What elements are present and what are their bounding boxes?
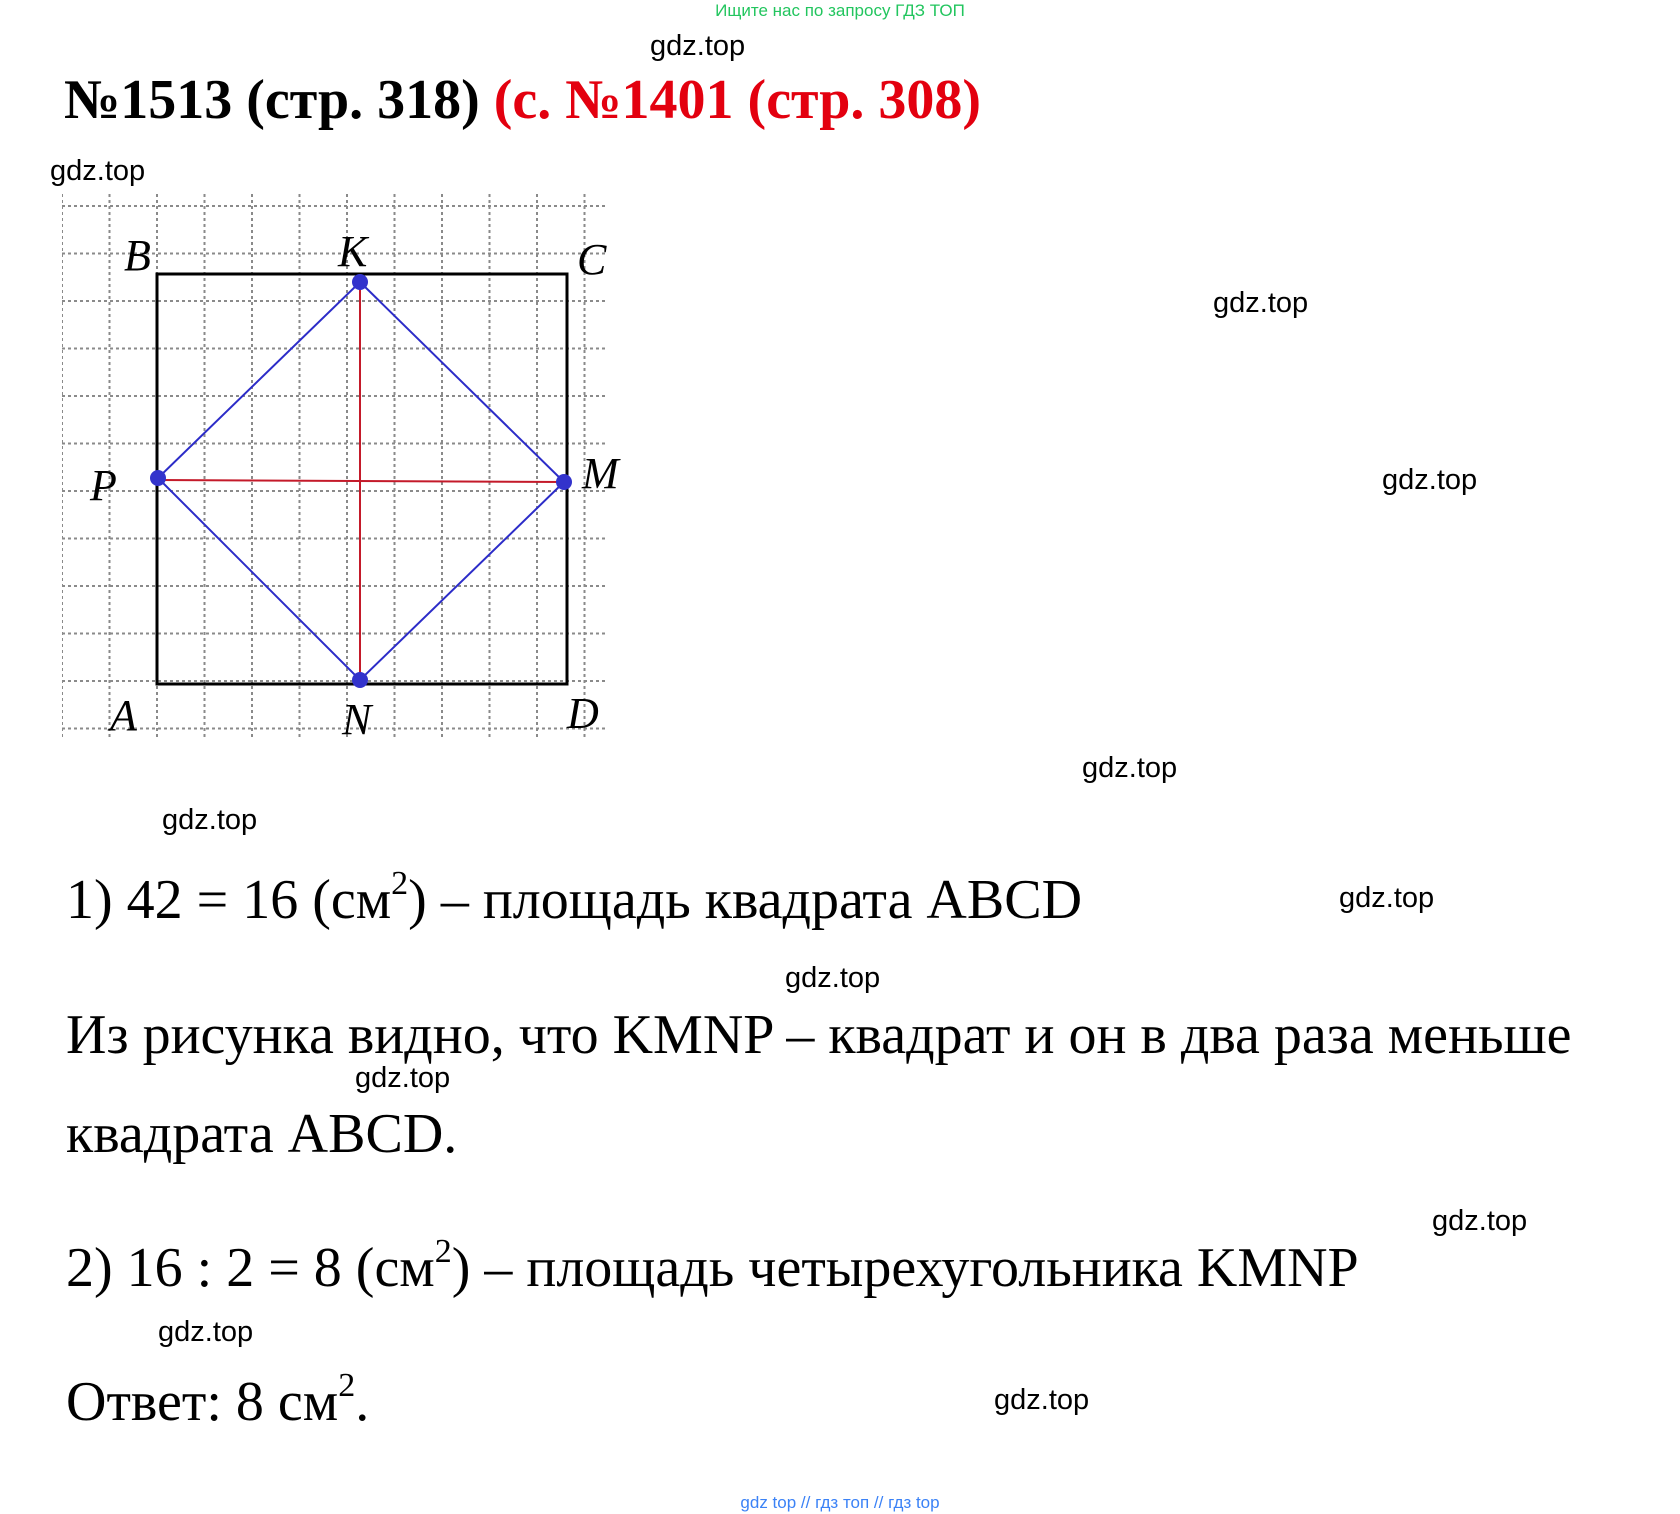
watermark: gdz.top	[650, 30, 746, 62]
point-m	[556, 474, 572, 490]
step-1-suffix: ) – площадь квадрата ABCD	[408, 869, 1083, 931]
label-n: N	[342, 695, 372, 744]
answer-prefix: Ответ: 8 см	[66, 1371, 339, 1433]
square-abcd	[157, 274, 567, 684]
explanation-line-2: квадрата ABCD.	[66, 1103, 458, 1165]
geometry-figure	[62, 194, 662, 794]
answer-exponent: 2	[338, 1367, 356, 1404]
step-1	[66, 865, 1083, 931]
watermark: gdz.top	[994, 1384, 1090, 1416]
page-title	[64, 68, 981, 132]
label-c: C	[577, 235, 607, 284]
step-2-prefix: 2) 16 : 2 = 8 (см	[66, 1237, 435, 1299]
watermark: gdz.top	[355, 1062, 451, 1094]
answer-suffix: .	[355, 1371, 370, 1433]
watermark: gdz.top	[1339, 882, 1435, 914]
answer	[66, 1367, 370, 1433]
explanation-line-1: Из рисунка видно, что KMNP – квадрат и он в два раза меньше	[66, 1004, 1572, 1066]
label-a: A	[110, 691, 137, 740]
watermark: gdz.top	[1213, 287, 1309, 319]
step-1-exponent: 2	[391, 865, 409, 902]
step-2	[66, 1233, 1359, 1299]
footer-links[interactable]: gdz top // гдз топ // гдз top	[740, 1493, 940, 1512]
point-p	[150, 470, 166, 486]
diagonal-pm	[158, 480, 564, 482]
step-1-prefix: 1) 42 = 16 (см	[66, 869, 392, 931]
point-n	[352, 672, 368, 688]
label-m: M	[582, 449, 619, 498]
step-2-exponent: 2	[434, 1233, 452, 1270]
watermark: gdz.top	[50, 155, 146, 187]
task-alt-number: (с. №1401 (стр. 308)	[493, 69, 982, 131]
watermark: gdz.top	[162, 804, 258, 836]
label-k: K	[338, 227, 368, 276]
watermark: gdz.top	[1432, 1205, 1528, 1237]
label-p: P	[90, 461, 117, 510]
watermark: gdz.top	[158, 1316, 254, 1348]
watermark: gdz.top	[1382, 464, 1478, 496]
label-b: B	[124, 231, 151, 280]
watermark: gdz.top	[785, 962, 881, 994]
step-2-suffix: ) – площадь четырехугольника KMNP	[451, 1237, 1359, 1299]
point-k	[352, 274, 368, 290]
label-d: D	[567, 689, 599, 738]
search-banner[interactable]: Ищите нас по запросу ГДЗ ТОП	[715, 1, 965, 20]
task-number: №1513 (стр. 318)	[64, 69, 480, 131]
watermark: gdz.top	[1082, 752, 1178, 784]
